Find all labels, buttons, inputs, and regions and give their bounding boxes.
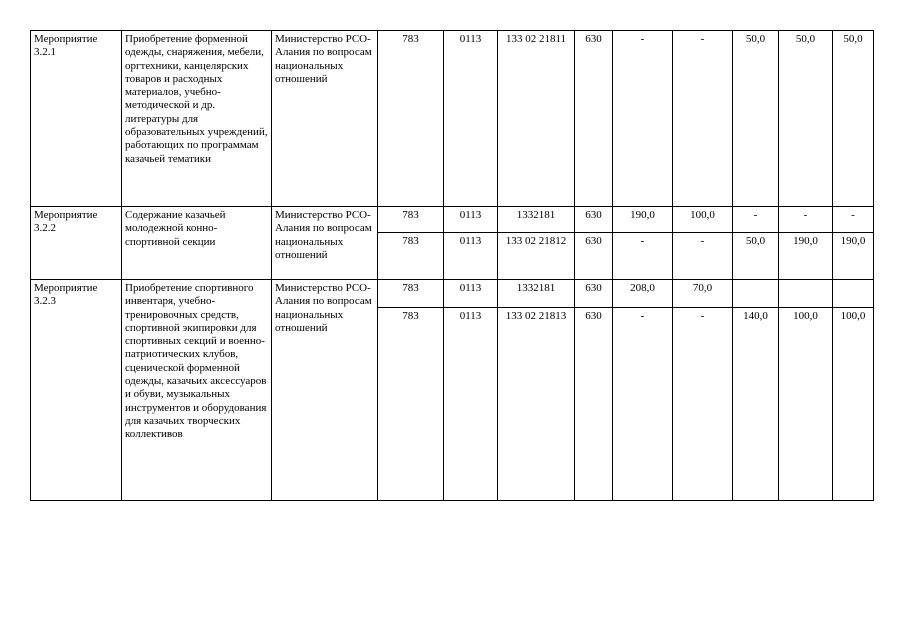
year-1-amount: 190,0 (613, 207, 673, 233)
year-1-amount: - (613, 31, 673, 207)
year-3-amount (733, 280, 779, 308)
activity-number: Мероприятие 3.2.1 (31, 31, 122, 207)
table-row (31, 207, 874, 233)
year-3-amount: 50,0 (733, 31, 779, 207)
csr-code: 1332181 (498, 207, 575, 233)
year-1-amount: - (613, 233, 673, 280)
grbs-code: 783 (378, 280, 444, 308)
document-page (30, 30, 874, 501)
year-2-amount: - (673, 308, 733, 501)
activity-number: Мероприятие 3.2.2 (31, 207, 122, 280)
activity-description: Приобретение спортивного инвентаря, учебно-тренировочных средств, спортивной экипировки для спортивных секций и военно-патриотических клубов, сценической форменной одежды, казачьих аксессуаров и обуви, музыкальных инструментов и оборудования для казачьих творческих коллективов (122, 280, 272, 501)
rzpr-code: 0113 (444, 207, 498, 233)
vr-code: 630 (575, 31, 613, 207)
year-3-amount: 50,0 (733, 233, 779, 280)
table-row (31, 280, 874, 308)
year-5-amount: 100,0 (833, 308, 874, 501)
year-5-amount (833, 280, 874, 308)
rzpr-code: 0113 (444, 280, 498, 308)
vr-code: 630 (575, 280, 613, 308)
year-4-amount: 50,0 (779, 31, 833, 207)
grbs-code: 783 (378, 207, 444, 233)
grbs-code: 783 (378, 31, 444, 207)
year-5-amount: 50,0 (833, 31, 874, 207)
year-4-amount: - (779, 207, 833, 233)
year-2-amount: 100,0 (673, 207, 733, 233)
activity-executor: Министерство РСО-Алания по вопросам национальных отношений (272, 280, 378, 501)
table-row (31, 31, 874, 207)
activity-description: Приобретение форменной одежды, снаряжения, мебели, оргтехники, канцелярских товаров и расходных материалов, учебно-методической и др. литературы для образовательных учреждений, работающих по программам казачьей тематики (122, 31, 272, 207)
budget-table (30, 30, 874, 501)
activity-executor: Министерство РСО-Алания по вопросам национальных отношений (272, 31, 378, 207)
rzpr-code: 0113 (444, 31, 498, 207)
rzpr-code: 0113 (444, 233, 498, 280)
vr-code: 630 (575, 207, 613, 233)
vr-code: 630 (575, 233, 613, 280)
grbs-code: 783 (378, 308, 444, 501)
csr-code: 1332181 (498, 280, 575, 308)
csr-code: 133 02 21813 (498, 308, 575, 501)
year-5-amount: 190,0 (833, 233, 874, 280)
csr-code: 133 02 21811 (498, 31, 575, 207)
year-2-amount: - (673, 31, 733, 207)
year-1-amount: - (613, 308, 673, 501)
activity-description: Содержание казачьей молодежной конно-спортивной секции (122, 207, 272, 280)
year-4-amount (779, 280, 833, 308)
year-2-amount: - (673, 233, 733, 280)
year-5-amount: - (833, 207, 874, 233)
rzpr-code: 0113 (444, 308, 498, 501)
year-3-amount: 140,0 (733, 308, 779, 501)
year-4-amount: 190,0 (779, 233, 833, 280)
csr-code: 133 02 21812 (498, 233, 575, 280)
vr-code: 630 (575, 308, 613, 501)
year-3-amount: - (733, 207, 779, 233)
activity-number: Мероприятие 3.2.3 (31, 280, 122, 501)
activity-executor: Министерство РСО-Алания по вопросам национальных отношений (272, 207, 378, 280)
year-1-amount: 208,0 (613, 280, 673, 308)
grbs-code: 783 (378, 233, 444, 280)
year-2-amount: 70,0 (673, 280, 733, 308)
year-4-amount: 100,0 (779, 308, 833, 501)
